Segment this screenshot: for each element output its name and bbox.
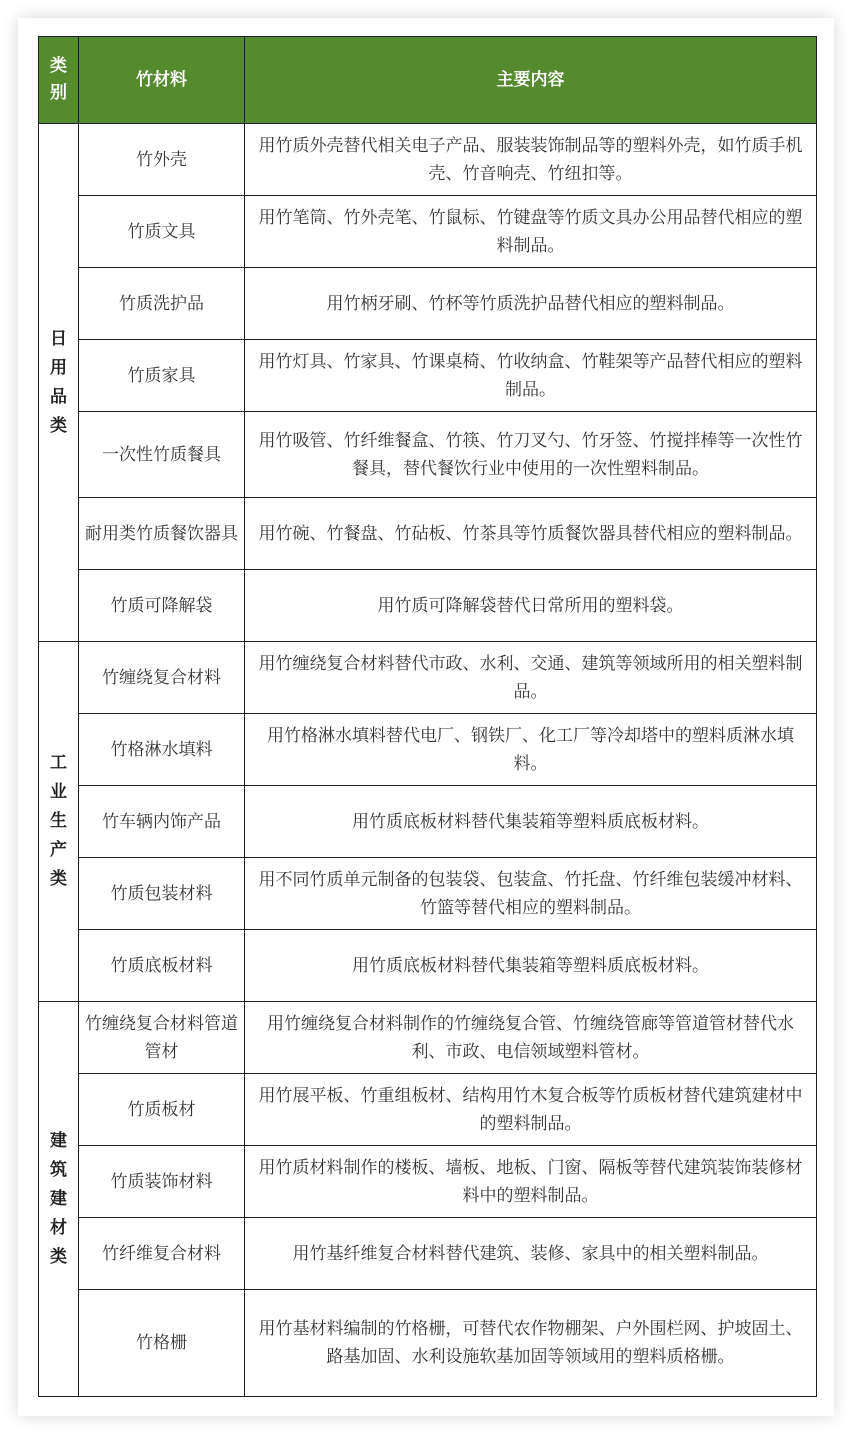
material-cell: 竹纤维复合材料 xyxy=(79,1218,245,1290)
header-material: 竹材料 xyxy=(79,37,245,124)
table-row xyxy=(39,124,817,196)
content-cell: 用不同竹质单元制备的包装袋、包装盒、竹托盘、竹纤维包装缓冲材料、竹篮等替代相应的塑料制品。 xyxy=(245,858,817,930)
category-cell-industrial: 工业生产类 xyxy=(39,642,79,1002)
content-cell: 用竹碗、竹餐盘、竹砧板、竹茶具等竹质餐饮器具替代相应的塑料制品。 xyxy=(245,498,817,570)
material-cell: 竹质可降解袋 xyxy=(79,570,245,642)
table-row xyxy=(39,268,817,340)
material-cell: 竹质文具 xyxy=(79,196,245,268)
material-cell: 竹车辆内饰产品 xyxy=(79,786,245,858)
material-cell: 竹质底板材料 xyxy=(79,930,245,1002)
content-cell: 用竹灯具、竹家具、竹课桌椅、竹收纳盒、竹鞋架等产品替代相应的塑料制品。 xyxy=(245,340,817,412)
material-cell: 一次性竹质餐具 xyxy=(79,412,245,498)
header-category: 类别 xyxy=(39,37,79,124)
material-cell: 竹质装饰材料 xyxy=(79,1146,245,1218)
table-row xyxy=(39,642,817,714)
table-row xyxy=(39,1074,817,1146)
content-cell: 用竹柄牙刷、竹杯等竹质洗护品替代相应的塑料制品。 xyxy=(245,268,817,340)
table-row xyxy=(39,412,817,498)
content-cell: 用竹基材料编制的竹格栅，可替代农作物棚架、户外围栏网、护坡固土、路基加固、水利设施软基加固等领域用的塑料质格栅。 xyxy=(245,1290,817,1397)
material-cell: 竹外壳 xyxy=(79,124,245,196)
table-row xyxy=(39,858,817,930)
table-row xyxy=(39,570,817,642)
content-cell: 用竹笔筒、竹外壳笔、竹鼠标、竹键盘等竹质文具办公用品替代相应的塑料制品。 xyxy=(245,196,817,268)
table-row xyxy=(39,930,817,1002)
table-row xyxy=(39,1002,817,1074)
material-cell: 竹格淋水填料 xyxy=(79,714,245,786)
table-row xyxy=(39,498,817,570)
content-cell: 用竹质底板材料替代集装箱等塑料质底板材料。 xyxy=(245,786,817,858)
table-row xyxy=(39,340,817,412)
table-row xyxy=(39,714,817,786)
material-cell: 竹缠绕复合材料 xyxy=(79,642,245,714)
material-cell: 竹质家具 xyxy=(79,340,245,412)
material-cell: 竹缠绕复合材料管道管材 xyxy=(79,1002,245,1074)
content-cell: 用竹展平板、竹重组板材、结构用竹木复合板等竹质板材替代建筑建材中的塑料制品。 xyxy=(245,1074,817,1146)
content-cell: 用竹质可降解袋替代日常所用的塑料袋。 xyxy=(245,570,817,642)
category-cell-daily-use: 日用品类 xyxy=(39,124,79,642)
table-row xyxy=(39,196,817,268)
content-cell: 用竹质材料制作的楼板、墙板、地板、门窗、隔板等替代建筑装饰装修材料中的塑料制品。 xyxy=(245,1146,817,1218)
content-cell: 用竹质外壳替代相关电子产品、服装装饰制品等的塑料外壳，如竹质手机壳、竹音响壳、竹纽扣等。 xyxy=(245,124,817,196)
material-cell: 竹质包装材料 xyxy=(79,858,245,930)
content-cell: 用竹质底板材料替代集装箱等塑料质底板材料。 xyxy=(245,930,817,1002)
content-cell: 用竹缠绕复合材料制作的竹缠绕复合管、竹缠绕管廊等管道管材替代水利、市政、电信领域塑料管材。 xyxy=(245,1002,817,1074)
material-cell: 竹格栅 xyxy=(79,1290,245,1397)
table-header-row xyxy=(39,37,817,124)
material-cell: 竹质板材 xyxy=(79,1074,245,1146)
category-cell-construction: 建筑建材类 xyxy=(39,1002,79,1397)
table-row xyxy=(39,786,817,858)
header-content: 主要内容 xyxy=(245,37,817,124)
table-row xyxy=(39,1290,817,1397)
content-cell: 用竹格淋水填料替代电厂、钢铁厂、化工厂等冷却塔中的塑料质淋水填料。 xyxy=(245,714,817,786)
material-cell: 竹质洗护品 xyxy=(79,268,245,340)
content-cell: 用竹吸管、竹纤维餐盒、竹筷、竹刀叉勺、竹牙签、竹搅拌棒等一次性竹餐具，替代餐饮行业中使用的一次性塑料制品。 xyxy=(245,412,817,498)
bamboo-materials-table xyxy=(38,36,817,1397)
table-row xyxy=(39,1146,817,1218)
content-cell: 用竹缠绕复合材料替代市政、水利、交通、建筑等领域所用的相关塑料制品。 xyxy=(245,642,817,714)
content-cell: 用竹基纤维复合材料替代建筑、装修、家具中的相关塑料制品。 xyxy=(245,1218,817,1290)
table-row xyxy=(39,1218,817,1290)
material-cell: 耐用类竹质餐饮器具 xyxy=(79,498,245,570)
